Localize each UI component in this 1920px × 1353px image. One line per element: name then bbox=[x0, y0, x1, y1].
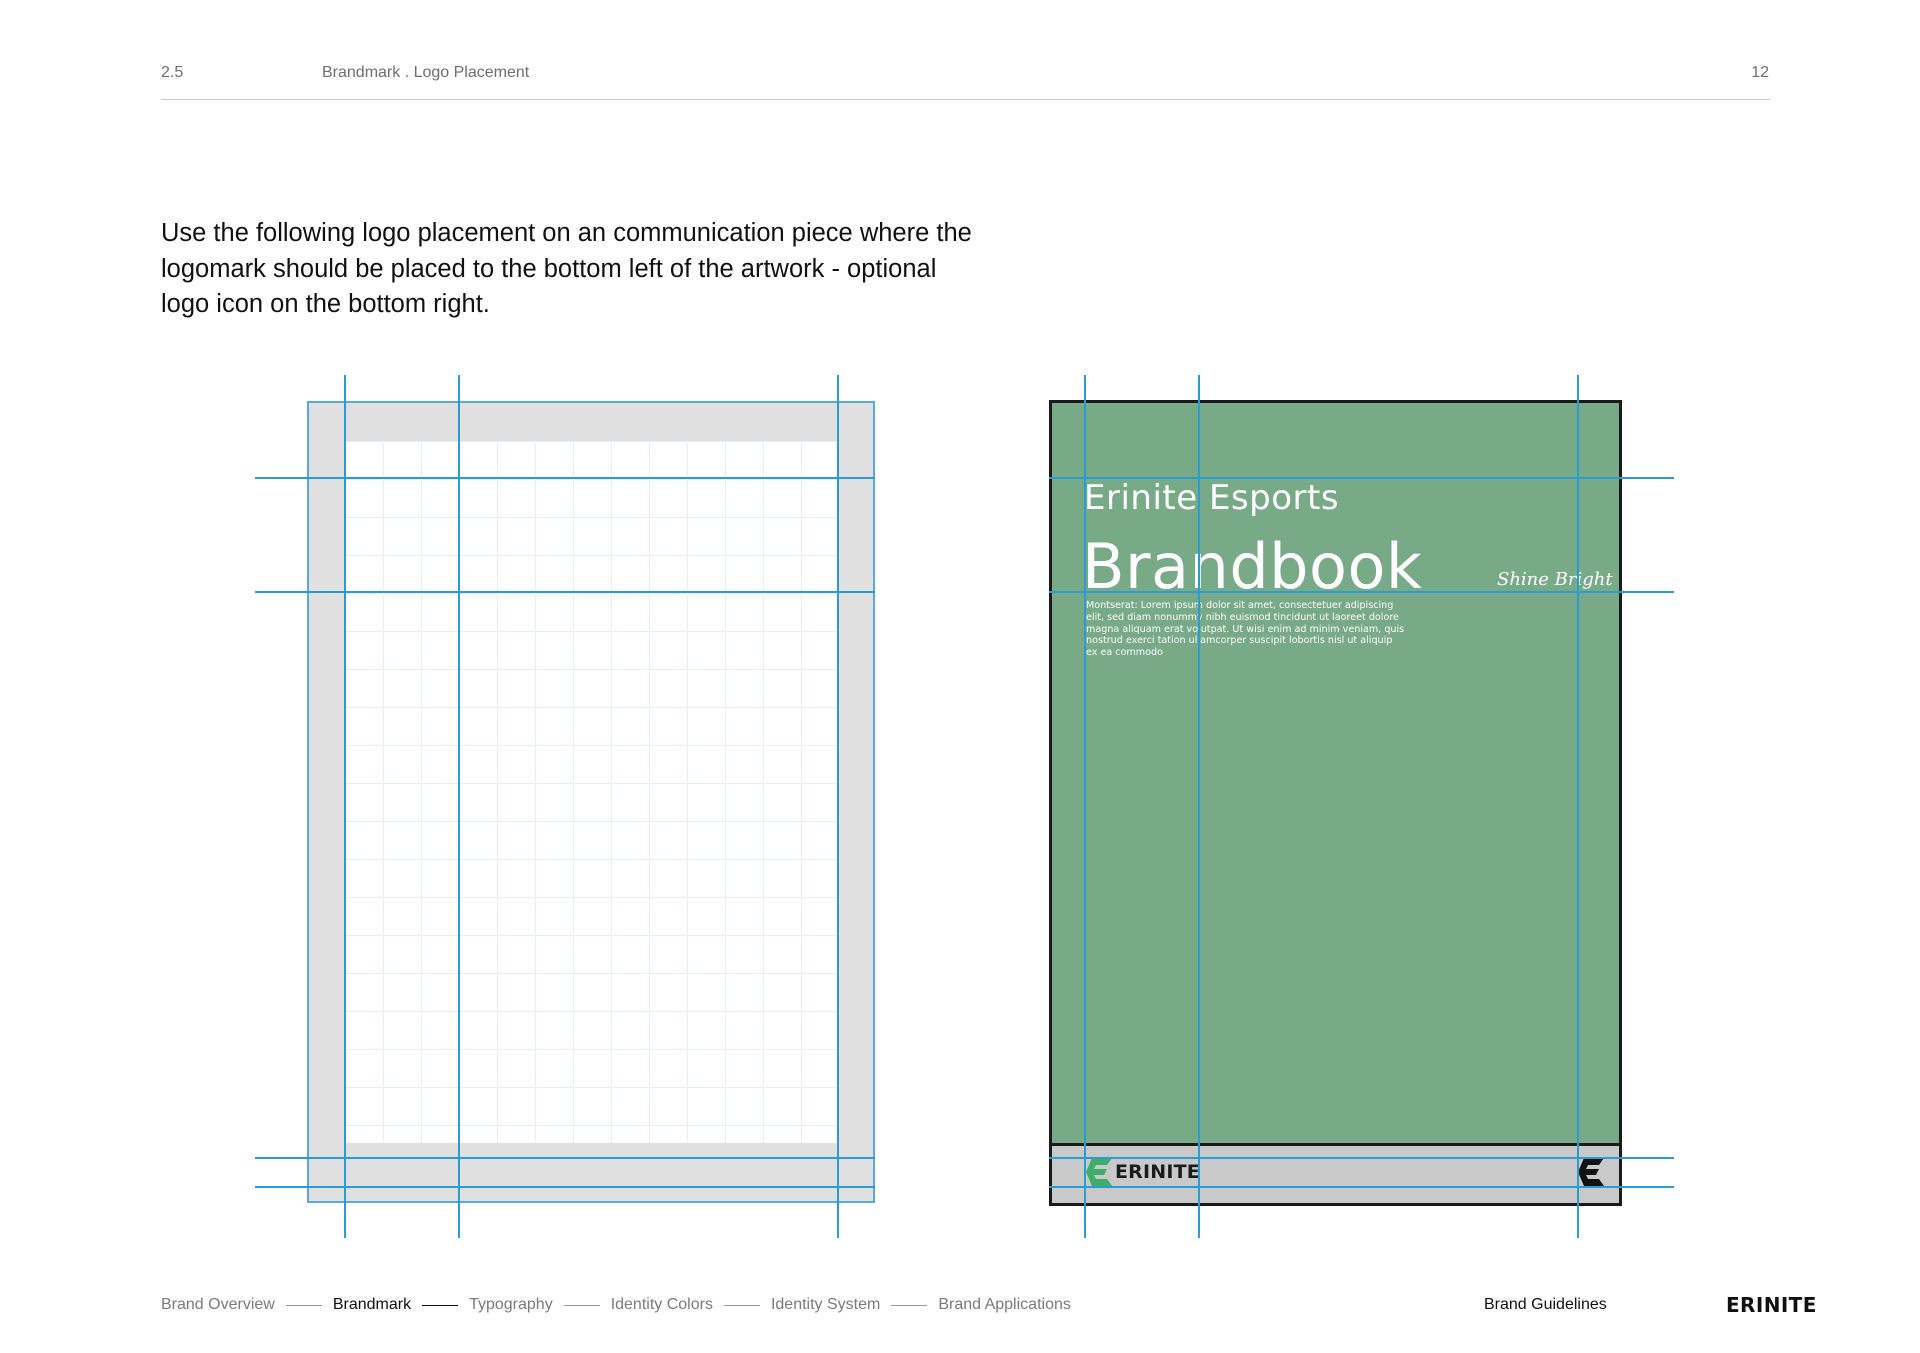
nav-brand-overview[interactable]: Brand Overview bbox=[161, 1296, 275, 1313]
nav-typography[interactable]: Typography bbox=[469, 1296, 553, 1313]
artwork-eyebrow: Erinite Esports bbox=[1084, 478, 1340, 518]
nav-separator bbox=[724, 1305, 760, 1306]
page-number: 12 bbox=[1751, 64, 1769, 81]
section-number: 2.5 bbox=[161, 64, 184, 81]
nav-identity-system[interactable]: Identity System bbox=[770, 1296, 881, 1313]
nav-identity-colors[interactable]: Identity Colors bbox=[610, 1296, 713, 1313]
artwork-logo-icon bbox=[1577, 1157, 1605, 1192]
artwork-title: Brandbook bbox=[1082, 530, 1423, 603]
artwork-body-text: Montserat: Lorem ipsum dolor sit amet, consectetuer adipiscing elit, sed diam nonummy nibh euismod tincidunt ut laoreet dolore magna aliquam erat volutpat. Ut wisi enim ad minim veniam, quis nostrud exerci tation ullamcorper suscipit lobortis nisl ut aliquip ex ea commodo bbox=[1086, 600, 1405, 659]
artwork-logo-lockup bbox=[1085, 1157, 1200, 1187]
section-title: Brandmark . Logo Placement bbox=[322, 64, 530, 81]
footer-logo: ERINITE bbox=[1726, 1293, 1817, 1317]
nav-separator bbox=[891, 1305, 927, 1306]
document-title: Brand Guidelines bbox=[1484, 1296, 1607, 1313]
erinite-e-icon-dark bbox=[1577, 1157, 1605, 1187]
nav-separator bbox=[286, 1305, 322, 1306]
grid-content-area bbox=[345, 441, 838, 1143]
artwork-tagline: Shine Bright bbox=[1497, 569, 1613, 590]
erinite-e-icon bbox=[1085, 1157, 1113, 1187]
nav-brandmark[interactable]: Brandmark bbox=[332, 1296, 412, 1313]
intro-paragraph: Use the following logo placement on an communication piece where the logomark should be placed to the bottom left of the artwork - optional logo icon on the bottom right. bbox=[161, 219, 972, 318]
footer-nav bbox=[161, 1296, 1071, 1314]
layout-grid-mockup bbox=[307, 401, 875, 1203]
nav-separator bbox=[564, 1305, 600, 1306]
artwork-logo-wordmark: ERINITE bbox=[1115, 1161, 1200, 1183]
artwork-mockup bbox=[1049, 400, 1622, 1206]
nav-brand-applications[interactable]: Brand Applications bbox=[938, 1296, 1071, 1313]
nav-separator bbox=[422, 1305, 458, 1306]
header-divider bbox=[161, 99, 1770, 100]
